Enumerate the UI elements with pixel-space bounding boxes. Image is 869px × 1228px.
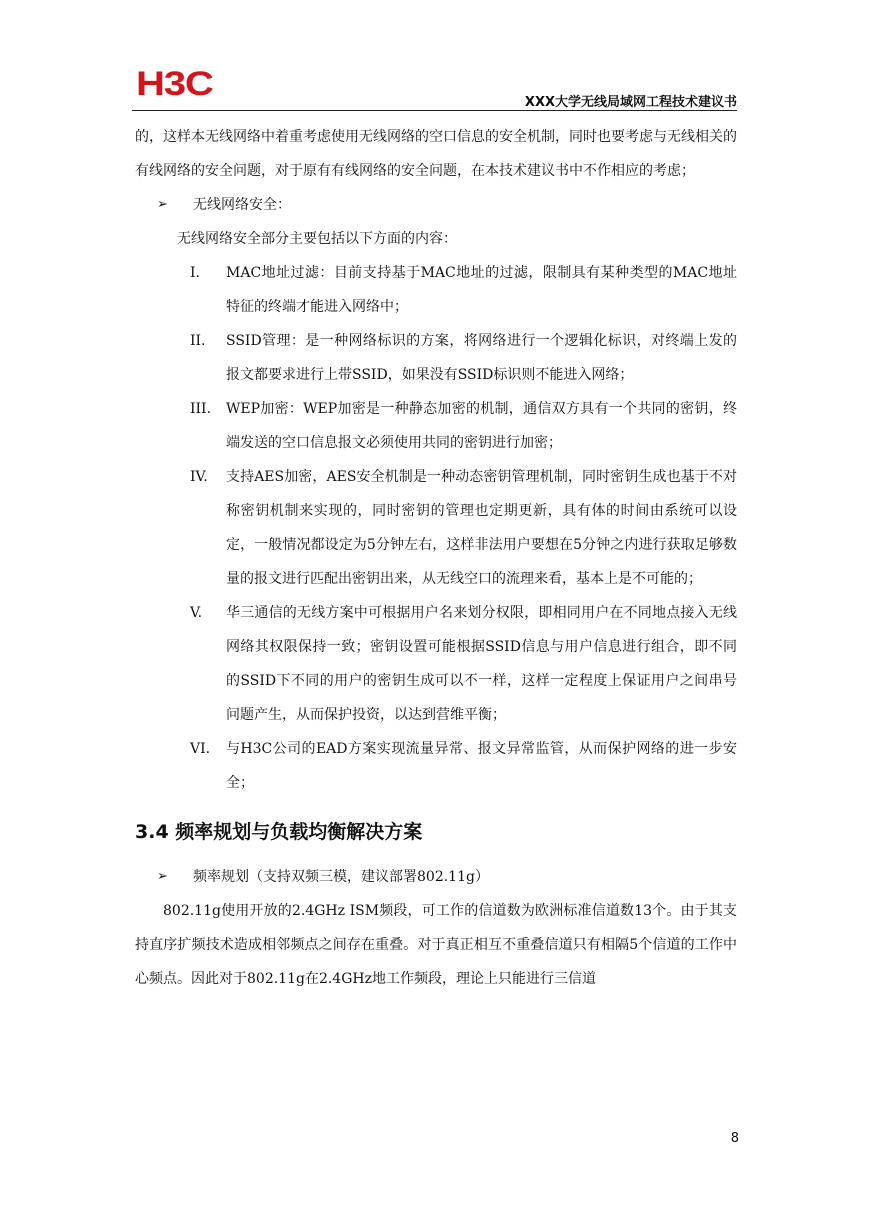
list-text: 支持AES加密，AES安全机制是一种动态密钥管理机制，同时密钥生成也基于不对称密钥机制来实现的，同时密钥的管理也定期更新，具有体的时间由系统可以设定，一般情况都设定为5分钟左右，这样非法用户要想在5分钟之内进行获取足够数量的报文进行匹配出密钥出来，从无线空口的流理来看，基本上是不可能的； [226, 469, 737, 587]
list-item [135, 256, 737, 324]
bullet-text: 无线网络安全： [193, 197, 291, 213]
list-number: IV. [190, 469, 208, 485]
list-number: II. [190, 333, 206, 349]
header-rule [132, 110, 737, 111]
list-item [135, 324, 737, 392]
h3c-logo: H3C [136, 65, 213, 103]
arrow-bullet-icon: ➢ [157, 869, 168, 884]
list-item [135, 392, 737, 460]
arrow-bullet-icon: ➢ [157, 197, 168, 212]
bullet-item [135, 188, 737, 222]
page-number: 8 [730, 1131, 739, 1146]
document-header-title: XXX大学无线局域网工程技术建议书 [524, 95, 737, 110]
page-body [135, 120, 737, 996]
list-number: III. [190, 401, 212, 417]
section-heading: 3.4 频率规划与负载均衡解决方案 [135, 821, 423, 843]
bullet-item [135, 860, 737, 894]
paragraph: 802.11g使用开放的2.4GHz ISM频段，可工作的信道数为欧洲标准信道数13个。由于其支持直序扩频技术造成相邻频点之间存在重叠。对于真正相互不重叠信道只有相隔5个信道的工作中心频点。因此对于802.11g在2.4GHz地工作频段，理论上只能进行三信道 [135, 903, 737, 987]
paragraph: 的，这样本无线网络中着重考虑使用无线网络的空口信息的安全机制，同时也要考虑与无线相关的有线网络的安全问题，对于原有有线网络的安全问题，在本技术建议书中不作相应的考虑； [135, 129, 737, 179]
list-number: V. [190, 605, 203, 621]
list-text: MAC地址过滤：目前支持基于MAC地址的过滤，限制具有某种类型的MAC地址特征的终端才能进入网络中； [226, 265, 737, 315]
list-item [135, 596, 737, 732]
list-number: I. [190, 265, 200, 281]
paragraph: 无线网络安全部分主要包括以下方面的内容： [177, 231, 457, 247]
list-text: 华三通信的无线方案中可根据用户名来划分权限，即相同用户在不同地点接入无线网络其权限保持一致；密钥设置可能根据SSID信息与用户信息进行组合，即不同的SSID下不同的用户的密钥生成可以不一样，这样一定程度上保证用户之间串号问题产生，从而保护投资，以达到营维平衡； [226, 605, 737, 723]
list-text: 与H3C公司的EAD方案实现流量异常、报文异常监管，从而保护网络的进一步安全； [226, 741, 737, 791]
list-text: WEP加密：WEP加密是一种静态加密的机制，通信双方具有一个共同的密钥，终端发送的空口信息报文必须使用共同的密钥进行加密； [226, 401, 737, 451]
list-number: VI. [190, 741, 211, 757]
bullet-text: 频率规划（支持双频三模，建议部署802.11g） [193, 869, 489, 885]
list-text: SSID管理：是一种网络标识的方案，将网络进行一个逻辑化标识，对终端上发的报文都要求进行上带SSID，如果没有SSID标识则不能进入网络； [226, 333, 737, 383]
list-item [135, 732, 737, 800]
list-item [135, 460, 737, 596]
